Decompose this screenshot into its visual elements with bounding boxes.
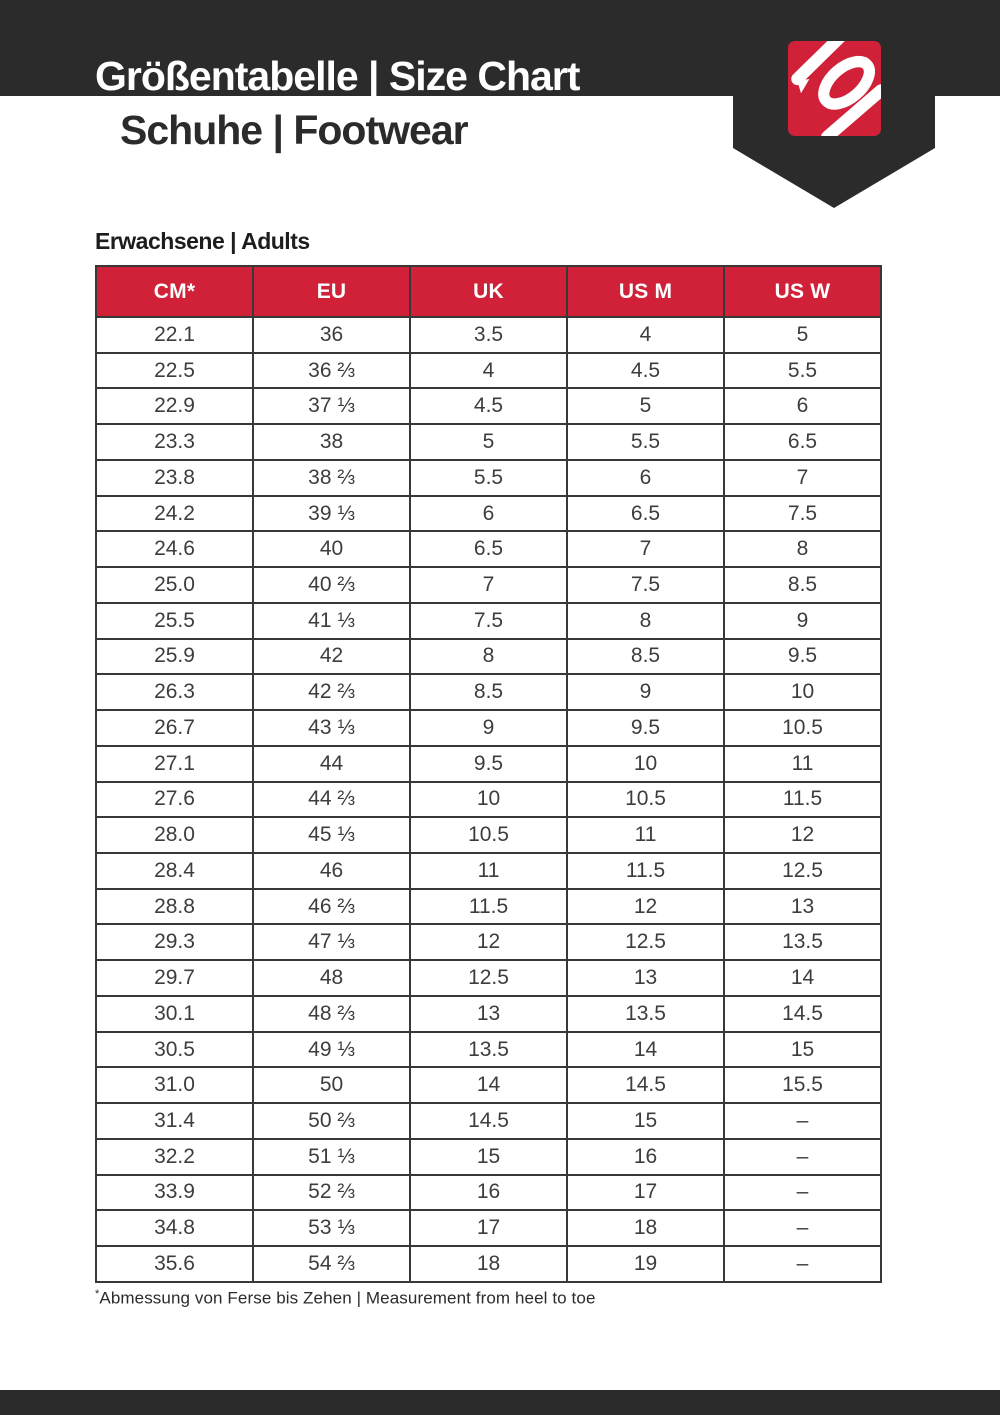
size-cell: 9 [724, 603, 881, 639]
size-cell: 33.9 [96, 1175, 253, 1211]
size-cell: 22.9 [96, 388, 253, 424]
size-cell: 36 ⅔ [253, 353, 410, 389]
table-row [96, 603, 881, 639]
table-row [96, 1175, 881, 1211]
size-cell: 11.5 [410, 889, 567, 925]
size-cell: 54 ⅔ [253, 1246, 410, 1282]
size-cell: 6 [724, 388, 881, 424]
size-cell: 51 ⅓ [253, 1139, 410, 1175]
size-cell: 6.5 [410, 531, 567, 567]
size-cell: 15.5 [724, 1067, 881, 1103]
size-cell: 25.5 [96, 603, 253, 639]
size-cell: 26.3 [96, 674, 253, 710]
section-heading: Erwachsene | Adults [95, 228, 310, 254]
size-cell: 16 [410, 1175, 567, 1211]
size-cell: 29.7 [96, 960, 253, 996]
size-cell: 8.5 [567, 639, 724, 675]
size-cell: 4.5 [410, 388, 567, 424]
size-cell: 13 [410, 996, 567, 1032]
size-cell: 40 [253, 531, 410, 567]
size-cell: 5.5 [724, 353, 881, 389]
size-cell: 6.5 [567, 496, 724, 532]
size-cell: 7 [724, 460, 881, 496]
size-cell: 26.7 [96, 710, 253, 746]
size-cell: 15 [724, 1032, 881, 1068]
table-row [96, 746, 881, 782]
size-cell: 30.1 [96, 996, 253, 1032]
size-cell: 28.4 [96, 853, 253, 889]
table-row [96, 996, 881, 1032]
size-cell: 11 [567, 817, 724, 853]
table-row [96, 388, 881, 424]
size-cell: 9 [410, 710, 567, 746]
size-cell: 3.5 [410, 317, 567, 353]
size-cell: – [724, 1103, 881, 1139]
brand-pennant [733, 0, 935, 208]
size-cell: 38 ⅔ [253, 460, 410, 496]
size-cell: 44 [253, 746, 410, 782]
size-cell: 31.4 [96, 1103, 253, 1139]
table-row [96, 1246, 881, 1282]
size-cell: 14 [567, 1032, 724, 1068]
size-cell: 14 [410, 1067, 567, 1103]
size-cell: 11.5 [724, 782, 881, 818]
size-cell: 30.5 [96, 1032, 253, 1068]
table-header-row [96, 266, 881, 317]
size-cell: 12 [724, 817, 881, 853]
column-header: US M [567, 266, 724, 317]
table-row [96, 1210, 881, 1246]
size-cell: 23.3 [96, 424, 253, 460]
size-cell: 9.5 [567, 710, 724, 746]
size-cell: 16 [567, 1139, 724, 1175]
size-cell: 8 [410, 639, 567, 675]
size-cell: 9 [567, 674, 724, 710]
size-cell: 19 [567, 1246, 724, 1282]
size-cell: 52 ⅔ [253, 1175, 410, 1211]
table-row [96, 960, 881, 996]
size-cell: 12 [410, 924, 567, 960]
column-header: US W [724, 266, 881, 317]
size-cell: 50 [253, 1067, 410, 1103]
size-cell: 12 [567, 889, 724, 925]
size-cell: 36 [253, 317, 410, 353]
size-cell: 13 [724, 889, 881, 925]
size-cell: 13.5 [724, 924, 881, 960]
size-cell: 13.5 [567, 996, 724, 1032]
size-cell: 24.2 [96, 496, 253, 532]
size-cell: 46 ⅔ [253, 889, 410, 925]
size-cell: 9.5 [410, 746, 567, 782]
size-cell: 23.8 [96, 460, 253, 496]
size-cell: 12.5 [567, 924, 724, 960]
size-cell: 25.9 [96, 639, 253, 675]
footnote-text: Abmessung von Ferse bis Zehen | Measurement from heel to toe [99, 1288, 596, 1308]
size-cell: 45 ⅓ [253, 817, 410, 853]
table-row [96, 531, 881, 567]
size-cell: 11.5 [567, 853, 724, 889]
size-cell: 10 [567, 746, 724, 782]
size-cell: 8.5 [410, 674, 567, 710]
page-title: Größentabelle | Size Chart [95, 53, 580, 99]
size-cell: 5 [410, 424, 567, 460]
size-cell: 10 [410, 782, 567, 818]
size-cell: 7 [410, 567, 567, 603]
size-cell: 12.5 [410, 960, 567, 996]
table-row [96, 496, 881, 532]
size-cell: 18 [567, 1210, 724, 1246]
size-cell: 37 ⅓ [253, 388, 410, 424]
size-cell: 28.8 [96, 889, 253, 925]
table-row [96, 1139, 881, 1175]
column-header: CM* [96, 266, 253, 317]
column-header: EU [253, 266, 410, 317]
size-cell: 42 ⅔ [253, 674, 410, 710]
size-cell: 5.5 [410, 460, 567, 496]
size-cell: 8 [567, 603, 724, 639]
size-cell: 10.5 [410, 817, 567, 853]
size-cell: 11 [724, 746, 881, 782]
size-cell: 11 [410, 853, 567, 889]
size-cell: 14.5 [724, 996, 881, 1032]
size-cell: 24.6 [96, 531, 253, 567]
size-cell: 6 [567, 460, 724, 496]
size-cell: 8.5 [724, 567, 881, 603]
size-cell: 25.0 [96, 567, 253, 603]
size-cell: 7.5 [410, 603, 567, 639]
table-row [96, 1067, 881, 1103]
table-row [96, 317, 881, 353]
footnote-star: * [95, 1288, 100, 1300]
size-cell: 10.5 [724, 710, 881, 746]
size-cell: 47 ⅓ [253, 924, 410, 960]
size-cell: 7 [567, 531, 724, 567]
size-cell: 5.5 [567, 424, 724, 460]
size-cell: 13.5 [410, 1032, 567, 1068]
size-cell: – [724, 1246, 881, 1282]
table-row [96, 710, 881, 746]
size-cell: 10.5 [567, 782, 724, 818]
size-cell: 31.0 [96, 1067, 253, 1103]
table-row [96, 924, 881, 960]
size-cell: 32.2 [96, 1139, 253, 1175]
size-cell: – [724, 1139, 881, 1175]
table-row [96, 639, 881, 675]
size-cell: 50 ⅔ [253, 1103, 410, 1139]
column-header: UK [410, 266, 567, 317]
size-cell: 14.5 [567, 1067, 724, 1103]
size-cell: 43 ⅓ [253, 710, 410, 746]
size-cell: 41 ⅓ [253, 603, 410, 639]
table-row [96, 424, 881, 460]
size-cell: 42 [253, 639, 410, 675]
size-cell: 46 [253, 853, 410, 889]
size-cell: 35.6 [96, 1246, 253, 1282]
size-cell: – [724, 1175, 881, 1211]
size-cell: 48 ⅔ [253, 996, 410, 1032]
page-subtitle: Schuhe | Footwear [120, 107, 468, 153]
size-cell: 5 [724, 317, 881, 353]
size-cell: 38 [253, 424, 410, 460]
size-cell: 27.1 [96, 746, 253, 782]
size-cell: 6.5 [724, 424, 881, 460]
size-cell: 4 [410, 353, 567, 389]
size-cell: 49 ⅓ [253, 1032, 410, 1068]
size-cell: – [724, 1210, 881, 1246]
size-cell: 18 [410, 1246, 567, 1282]
size-cell: 53 ⅓ [253, 1210, 410, 1246]
table-row [96, 460, 881, 496]
table-row [96, 889, 881, 925]
size-cell: 9.5 [724, 639, 881, 675]
size-cell: 14 [724, 960, 881, 996]
size-cell: 34.8 [96, 1210, 253, 1246]
size-cell: 5 [567, 388, 724, 424]
size-cell: 22.5 [96, 353, 253, 389]
size-cell: 13 [567, 960, 724, 996]
size-cell: 6 [410, 496, 567, 532]
size-cell: 8 [724, 531, 881, 567]
size-cell: 7.5 [724, 496, 881, 532]
table-row [96, 1103, 881, 1139]
table-row [96, 817, 881, 853]
table-row [96, 353, 881, 389]
five-ten-logo-icon [788, 41, 881, 136]
table-row [96, 567, 881, 603]
size-cell: 15 [567, 1103, 724, 1139]
size-cell: 7.5 [567, 567, 724, 603]
size-cell: 14.5 [410, 1103, 567, 1139]
size-cell: 12.5 [724, 853, 881, 889]
size-cell: 4.5 [567, 353, 724, 389]
table-row [96, 1032, 881, 1068]
table-row [96, 674, 881, 710]
size-cell: 29.3 [96, 924, 253, 960]
size-cell: 44 ⅔ [253, 782, 410, 818]
size-cell: 17 [567, 1175, 724, 1211]
size-cell: 22.1 [96, 317, 253, 353]
size-cell: 48 [253, 960, 410, 996]
table-row [96, 782, 881, 818]
bottom-footer-bar [0, 1390, 1000, 1415]
size-cell: 10 [724, 674, 881, 710]
size-cell: 4 [567, 317, 724, 353]
size-cell: 27.6 [96, 782, 253, 818]
size-cell: 28.0 [96, 817, 253, 853]
size-cell: 17 [410, 1210, 567, 1246]
size-cell: 40 ⅔ [253, 567, 410, 603]
size-cell: 39 ⅓ [253, 496, 410, 532]
table-body [96, 317, 881, 1282]
size-chart-table [95, 265, 882, 1283]
table-row [96, 853, 881, 889]
footnote [95, 1288, 596, 1309]
size-cell: 15 [410, 1139, 567, 1175]
